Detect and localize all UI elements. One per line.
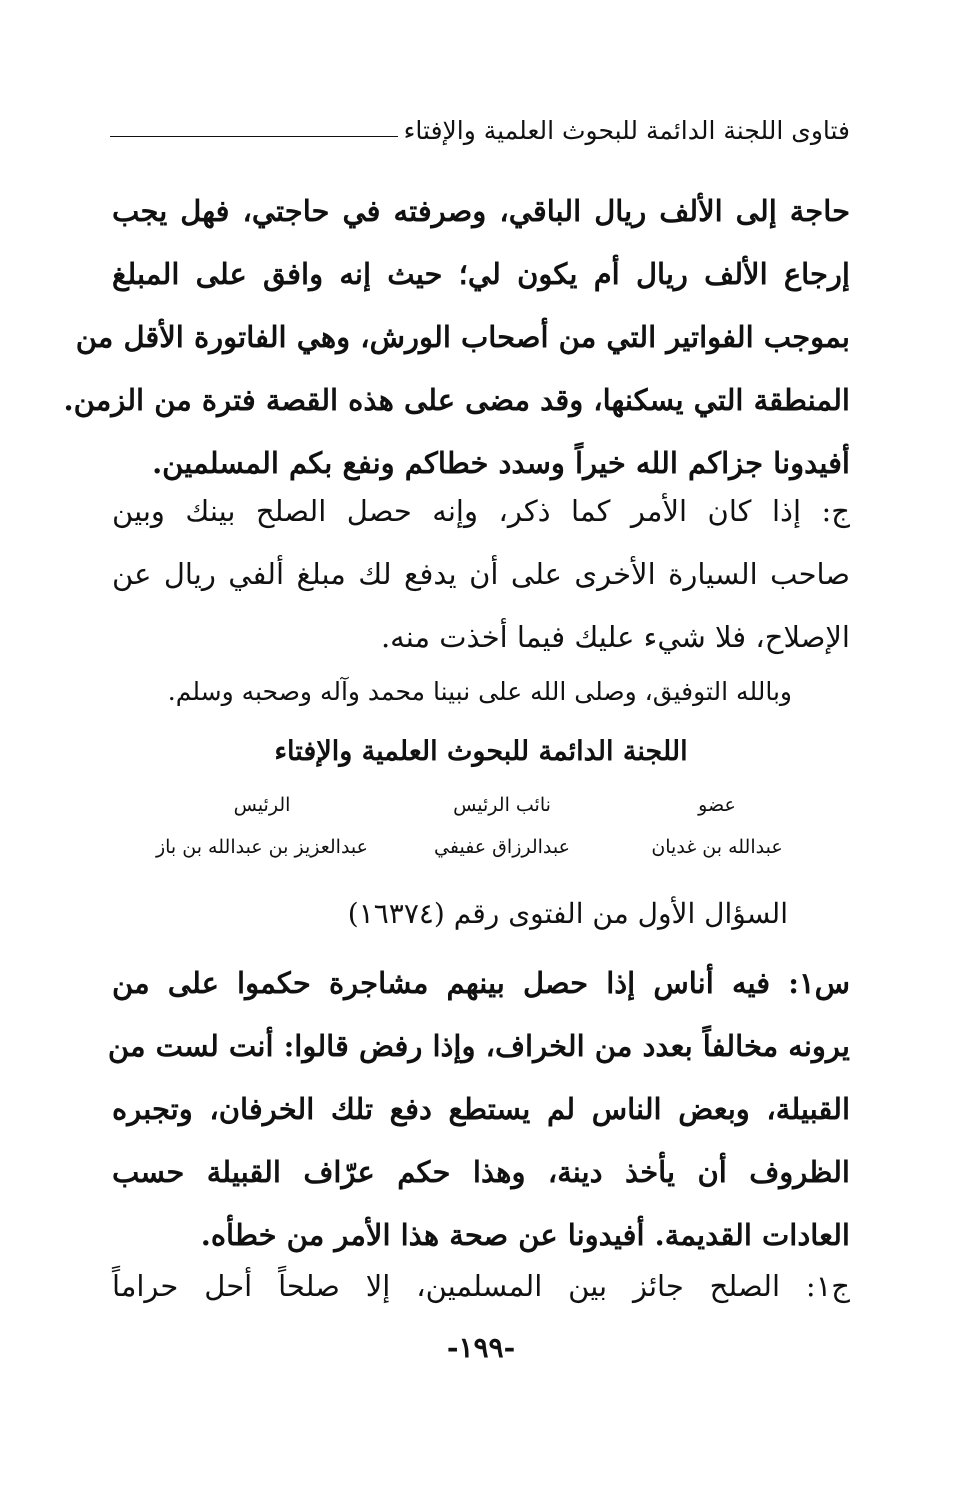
answer-line: ج: إذا كان الأمر كما ذكر، وإنه حصل الصلح بينك وبين	[112, 494, 850, 528]
question-line: الظروف أن يأخذ دينة، وهذا حكم عرّاف القبيلة حسب	[112, 1155, 850, 1189]
question-line: المنطقة التي يسكنها، وقد مضى على هذه القصة فترة من الزمن.	[63, 383, 850, 417]
answer-line: صاحب السيارة الأخرى على أن يدفع لك مبلغ ألفي ريال عن	[112, 557, 850, 591]
answer-1	[112, 480, 850, 669]
signatory-name: عبدالله بن غديان	[651, 836, 783, 858]
question-line: القبيلة، وبعض الناس لم يستطع دفع تلك الخرفان، وتجبره	[112, 1092, 850, 1126]
signatory-role: نائب الرئيس	[453, 794, 551, 816]
signatory-president	[152, 790, 372, 862]
question-line: يرونه مخالفاً بعدد من الخراف، وإذا رفض قالوا: أنت لست من	[107, 1029, 850, 1063]
header-title: فتاوى اللجنة الدائمة للبحوث العلمية والإفتاء	[403, 115, 850, 145]
page-number: -١٩٩-	[446, 1331, 516, 1364]
question-line: س١: فيه أناس إذا حصل بينهم مشاجرة حكموا على من	[112, 966, 850, 1000]
running-header	[110, 110, 850, 150]
closing-formula: وبالله التوفيق، وصلى الله على نبينا محمد وآله وصحبه وسلم.	[167, 677, 792, 706]
question-2	[107, 952, 850, 1267]
question-line: العادات القديمة. أفيدونا عن صحة هذا الأمر من خطأه.	[200, 1218, 850, 1252]
signatory-member	[642, 790, 792, 862]
question-line: أفيدونا جزاكم الله خيراً وسدد خطاكم ونفع بكم المسلمين.	[152, 446, 850, 480]
signatory-role: عضو	[698, 794, 736, 816]
signatory-name: عبدالعزيز بن عبدالله بن باز	[155, 836, 369, 858]
signatory-role: الرئيس	[233, 794, 291, 816]
header-rule	[110, 136, 398, 137]
signatory-name: عبدالرزاق عفيفي	[434, 836, 570, 858]
committee-name: اللجنة الدائمة للبحوث العلمية والإفتاء	[274, 736, 688, 767]
question-line: حاجة إلى الألف ريال الباقي، وصرفته في حاجتي، فهل يجب	[112, 194, 850, 228]
question-line: إرجاع الألف ريال أم يكون لي؛ حيث إنه وافق على المبلغ	[112, 257, 850, 291]
fatwa-title: السؤال الأول من الفتوى رقم (١٦٣٧٤)	[347, 897, 788, 930]
answer-line: ج١: الصلح جائز بين المسلمين، إلا صلحاً أحل حراماً	[112, 1269, 850, 1303]
answer-2-start	[112, 1255, 850, 1318]
answer-line: الإصلاح، فلا شيء عليك فيما أخذت منه.	[380, 620, 850, 654]
question-line: بموجب الفواتير التي من أصحاب الورش، وهي الفاتورة الأقل من	[75, 320, 850, 354]
signatory-vice-president	[422, 790, 582, 862]
question-continuation	[63, 180, 850, 495]
